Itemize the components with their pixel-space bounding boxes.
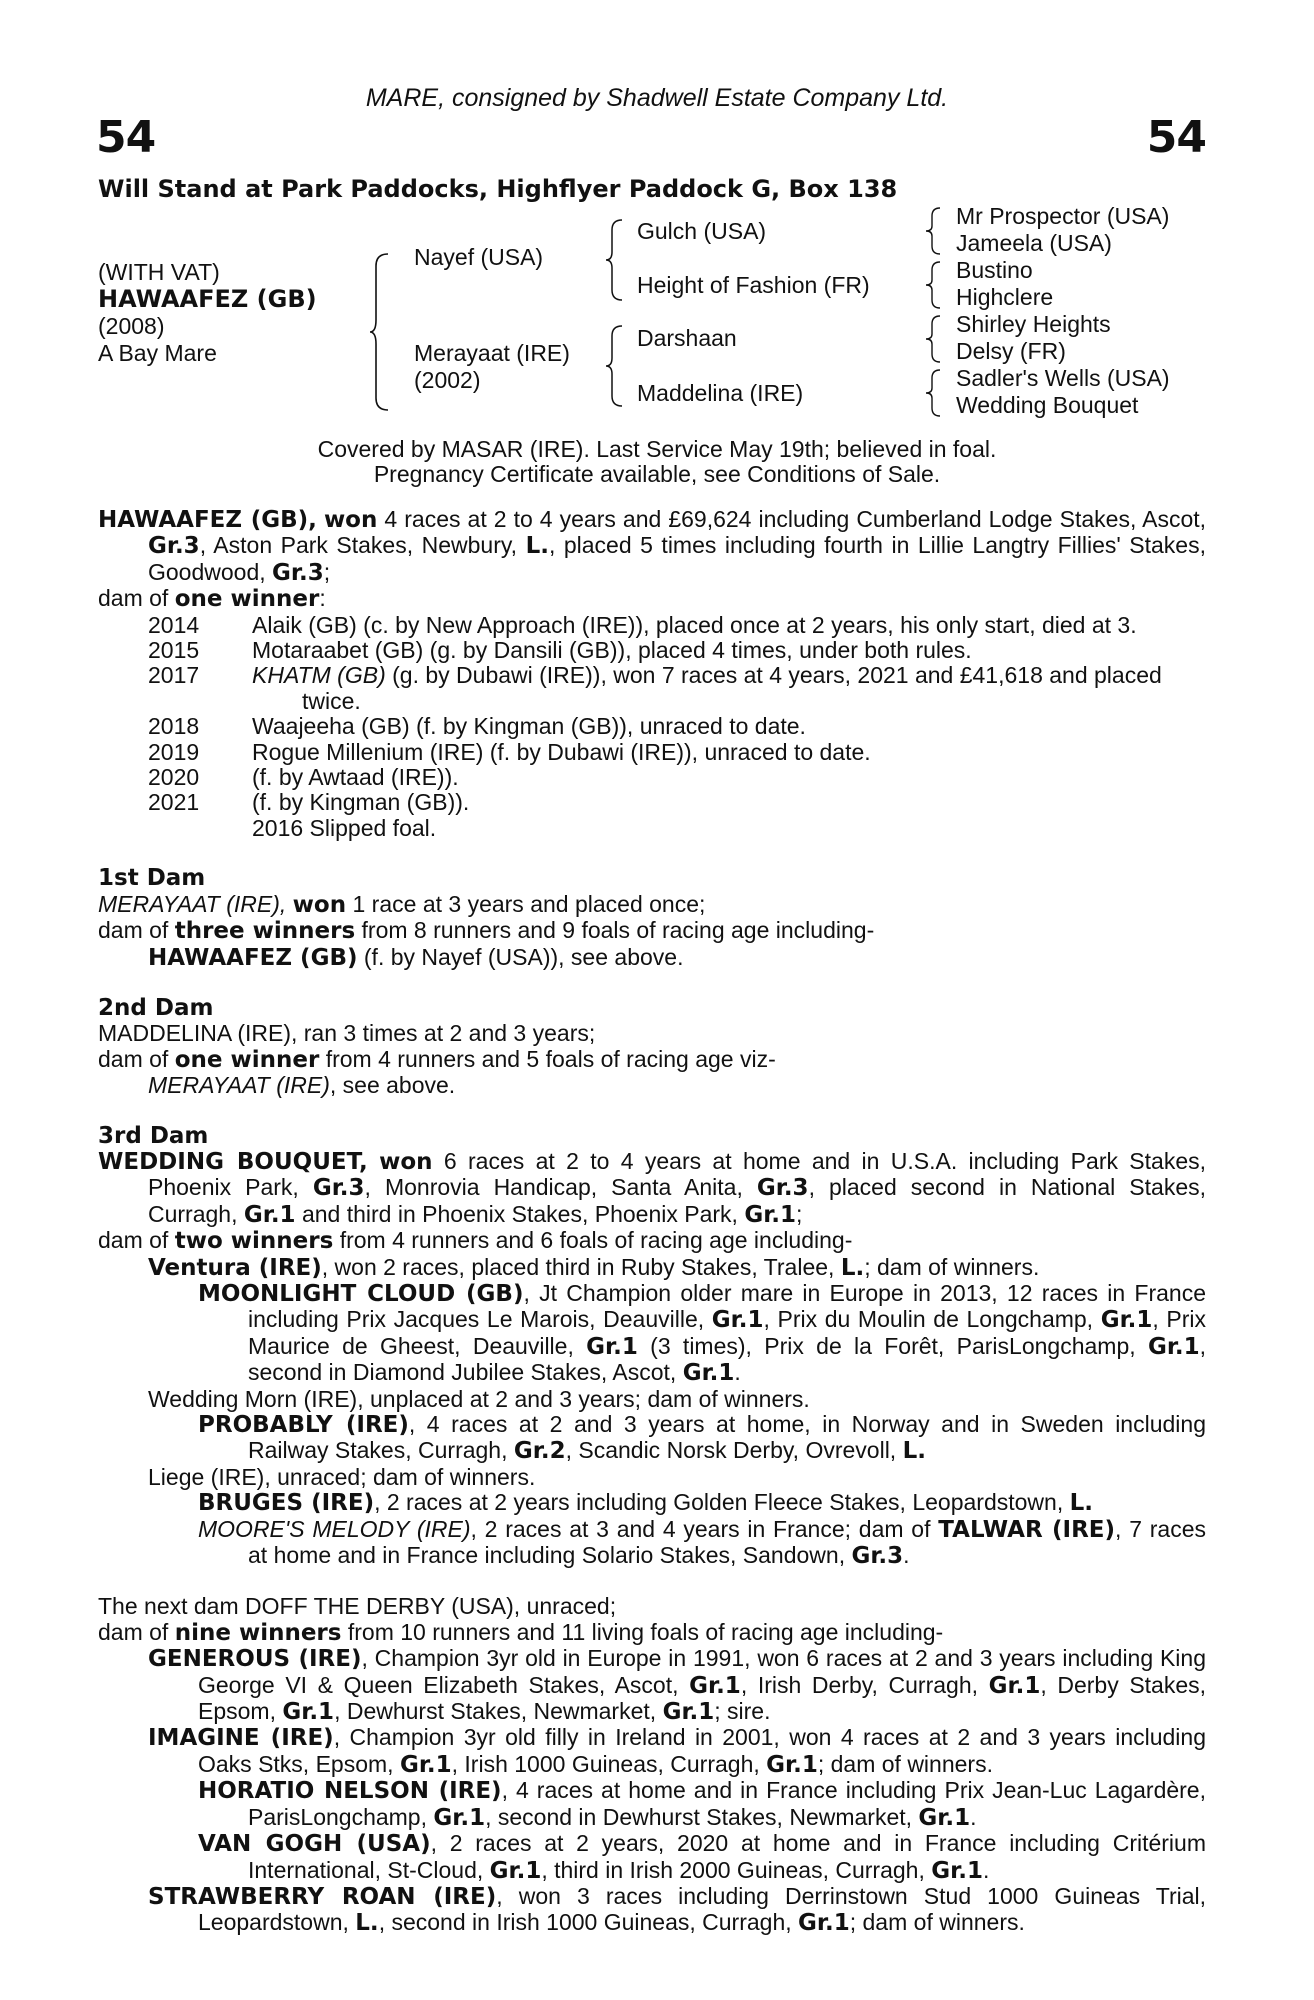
foal-text: , Champion 3yr old filly in Ireland in 2001, won 4 races at 2 and 3 years including Oaks Stks, Epsom, [198,1724,1206,1777]
dam-of-label: dam of [98,1227,169,1254]
grade: Gr.2 [513,1438,566,1465]
foal-name: MOORE'S MELODY (IRE) [198,1515,471,1542]
grade: Gr.1 [988,1672,1041,1699]
cover-line-2: Pregnancy Certificate available, see Conditions of Sale. [373,461,941,487]
horse-description: A Bay Mare [98,340,217,366]
lot-number-left: 54 [96,112,156,163]
foal-text: , 2 races at 2 years, 2020 at home and in France including Critérium International, St-Cloud, [248,1830,1206,1883]
progeny-row [98,714,1206,739]
first-dam-dam-of [98,918,1206,944]
pedigree-brace-dam [606,324,624,408]
record-text: and third in Phoenix Stakes, Phoenix Park, [301,1200,738,1227]
progeny-name: KHATM (GB) [252,662,386,689]
sire-sire: Gulch (USA) [637,218,767,244]
grade: L. [355,1910,379,1937]
pedigree-brace-g1 [926,206,942,256]
van-gogh-entry [98,1831,1206,1884]
first-dam-won: won [292,891,347,918]
foal-name: HAWAAFEZ (GB) [148,944,358,971]
pedigree-brace-g2 [926,260,942,310]
horse-name: HAWAAFEZ (GB) [98,285,317,313]
wedding-morn-entry: Wedding Morn (IRE), unplaced at 2 and 3 years; dam of winners. [148,1385,810,1412]
foal-text: , 4 races at home and in France including Prix Jean-Luc Lagardère, ParisLongchamp, [248,1777,1206,1830]
grade: Gr.3 [272,559,324,586]
grade: L. [902,1438,926,1465]
grade: Gr.1 [931,1857,983,1884]
winners-count: one winner [174,1046,320,1073]
progeny-year: 2015 [148,637,200,664]
pedigree-brace-sire [606,218,624,302]
ggp-6: Delsy (FR) [956,338,1066,364]
lot-number-right: 54 [1146,112,1206,163]
dam: Merayaat (IRE) [414,340,570,366]
foal-text: , Derby Stakes, Epsom, [198,1671,1207,1725]
winners-count: nine winners [174,1619,342,1646]
foal-text: ; dam of winners. [849,1909,1025,1936]
foal-text: , won 2 races, placed third in Ruby Stakes, Tralee, [321,1253,835,1280]
grade: Gr.3 [148,533,200,560]
foal-text: , second in Dewhurst Stakes, Newmarket, [485,1803,913,1830]
grade: Gr.1 [489,1857,542,1884]
location-line: Will Stand at Park Paddocks, Highflyer Paddock G, Box 138 [98,175,898,203]
grade: Gr.1 [744,1201,797,1228]
first-dam-text: 1 race at 3 years and placed once; [352,890,706,917]
horatio-nelson-entry [98,1778,1206,1831]
progeny-text: Motaraabet (GB) (g. by Dansili (GB)), placed 4 times, under both rules. [252,637,972,664]
progeny-year: 2020 [148,764,200,791]
first-dam-heading: 1st Dam [98,865,206,892]
record-text: 6 races at 2 to 4 years at home and in U.S.A. including Park Stakes, Phoenix Park, [148,1147,1207,1201]
progeny-row [98,790,1206,815]
foal-name: VAN GOGH (USA) [198,1831,431,1858]
progeny-year: 2014 [148,611,200,638]
record-text: , placed 5 times including fourth in Lillie Langtry Fillies' Stakes, Goodwood, [148,532,1206,585]
liege-entry: Liege (IRE), unraced; dam of winners. [148,1463,536,1490]
foal-text: , 4 races at 2 and 3 years at home, in Norway and in Sweden including Railway Stakes, Curragh, [248,1411,1206,1464]
grade: Gr.1 [766,1751,818,1778]
second-dam-record: MADDELINA (IRE), ran 3 times at 2 and 3 years; [98,1020,596,1047]
third-dam-won: won [379,1148,433,1175]
dam-sire: Darshaan [637,325,737,351]
record-text: 4 races at 2 to 4 years and £69,624 including Cumberland Lodge Stakes, Ascot, [384,506,1207,532]
grade: L. [1069,1490,1094,1517]
horse-year: (2008) [98,313,165,339]
bruges-entry [98,1490,1206,1516]
grade: Gr.1 [711,1307,764,1334]
record-won: won [323,507,378,533]
grade: Gr.1 [1100,1307,1153,1334]
foal-text: , Irish 1000 Guineas, Curragh, [451,1750,760,1777]
foal-name: PROBABLY (IRE) [198,1412,409,1438]
foal-name: MERAYAAT (IRE) [148,1072,330,1099]
grade: Gr.1 [399,1751,452,1778]
progeny-row [98,663,1206,714]
foal-text: ; dam of winners. [864,1253,1040,1280]
winners-count: three winners [174,918,356,945]
foal-text: , 2 races at 3 and 4 years in France; dam of [470,1515,931,1542]
third-dam-dam-of [98,1228,1206,1254]
progeny-text: Alaik (GB) (c. by New Approach (IRE)), placed once at 2 years, his only start, died at 3. [252,611,1137,638]
grade: Gr.1 [682,1360,735,1387]
record-text: ; [323,558,331,585]
foal-text: , see above. [329,1072,456,1099]
record-name: HAWAAFEZ (GB), [98,507,317,533]
next-dam-dam-of [98,1620,1206,1646]
progeny-row [98,765,1206,790]
next-dam-record: The next dam DOFF THE DERBY (USA), unraced; [98,1593,617,1620]
grade: Gr.3 [312,1175,365,1202]
progeny-text: Rogue Millenium (IRE) (f. by Dubawi (IRE)), unraced to date. [252,738,871,765]
dam-of-text: from 4 runners and 5 foals of racing age viz- [325,1045,776,1072]
foal-text: , Irish Derby, Curragh, [740,1671,979,1698]
record-text: , placed second in National Stakes, Curragh, [148,1174,1207,1227]
record-text: ; [796,1200,803,1227]
ventura-entry [98,1255,1206,1281]
grade: Gr.1 [282,1699,335,1726]
dam-year: (2002) [414,367,481,393]
foal-text: , Dewhurst Stakes, Newmarket, [334,1698,657,1725]
grade: Gr.1 [662,1699,715,1726]
record-text: , Monrovia Handicap, Santa Anita, [364,1174,743,1201]
foal-text: . [734,1359,741,1386]
grade: Gr.1 [798,1910,850,1937]
foal-text: , second in Diamond Jubilee Stakes, Ascot, [248,1332,1207,1386]
moonlight-cloud-entry [98,1281,1206,1387]
ggp-5: Shirley Heights [956,311,1111,337]
second-dam-dam-of [98,1047,1206,1073]
grade: Gr.1 [243,1201,296,1228]
foal-name: IMAGINE (IRE) [148,1725,334,1752]
foal-name: GENEROUS (IRE) [148,1646,362,1673]
progeny-row [98,740,1206,765]
ggp-8: Wedding Bouquet [956,392,1139,418]
foal-text: . [903,1542,910,1569]
dam-of-colon: : [319,585,326,612]
progeny-year: 2021 [148,789,200,816]
foal-text: ; sire. [714,1698,771,1725]
second-dam-foal [98,1073,1206,1098]
pedigree-brace-main [370,252,392,412]
foal-text: (f. by Nayef (USA)), see above. [363,943,684,970]
grade: Gr.1 [918,1804,971,1831]
grade: Gr.3 [756,1175,809,1202]
first-dam-name: MERAYAAT (IRE), [98,890,287,917]
pedigree-brace-g3 [926,314,942,364]
foal-text: , won 3 races including Derrinstown Stud 1000 Guineas Trial, Leopardstown, [198,1882,1207,1936]
foal-text: , Jt Champion older mare in Europe in 2013, 12 races in France including Prix Jacques Le Marois, Deauville, [248,1279,1206,1333]
dam-of-label: dam of [98,585,169,612]
moores-melody-entry [98,1517,1206,1570]
foal-name: MOONLIGHT CLOUD (GB) [198,1280,524,1307]
progeny-text: Waajeeha (GB) (f. by Kingman (GB)), unraced to date. [252,713,806,740]
pedigree-brace-g4 [926,368,942,418]
foal-text: . [982,1856,990,1883]
foal-text: , Prix Maurice de Gheest, Deauville, [248,1306,1207,1359]
horse-info [98,259,317,367]
third-dam-record [98,1149,1206,1228]
progeny-year: 2017 [148,662,200,689]
grade: Gr.1 [586,1333,638,1360]
foal-text: , 2 races at 2 years including Golden Fleece Stakes, Leopardstown, [374,1489,1064,1516]
foal-text: , Champion 3yr old in Europe in 1991, won 6 races at 2 and 3 years including King George VI & Queen Elizabeth Stakes, Ascot, [198,1645,1206,1698]
foal-text: . [970,1803,977,1830]
cover-line-1: Covered by MASAR (IRE). Last Service May 19th; believed in foal. [317,436,997,462]
progeny-year: 2019 [148,738,200,765]
consignor-line: MARE, consigned by Shadwell Estate Company Ltd. [365,84,949,112]
second-dam-heading: 2nd Dam [98,994,214,1021]
dam-of-label: dam of [98,1618,169,1645]
dam-of-text: from 10 runners and 11 living foals of racing age including- [347,1618,944,1645]
foal-name: HORATIO NELSON (IRE) [198,1778,502,1805]
grade: Gr.1 [689,1672,741,1699]
foal-text: , second in Irish 1000 Guineas, Curragh, [378,1909,792,1936]
grade: Gr.1 [433,1804,486,1831]
progeny-year: 2018 [148,713,200,740]
probably-entry [98,1412,1206,1465]
dam-of-label: dam of [98,917,169,944]
record-dam-of [98,586,1206,612]
first-dam-record [98,892,1206,918]
catalogue-body [98,507,1206,1937]
foal-text: (3 times), Prix de la Forêt, ParisLongchamp, [650,1332,1136,1359]
ggp-4: Highclere [956,284,1054,310]
grade: Gr.3 [851,1543,904,1570]
progeny-text: (f. by Kingman (GB)). [252,789,470,816]
progeny-row [98,613,1206,638]
record-paragraph [98,507,1206,586]
grade: L. [525,533,549,560]
ggp-2: Jameela (USA) [956,230,1112,256]
imagine-entry [98,1725,1206,1778]
ggp-7: Sadler's Wells (USA) [956,365,1170,391]
sire-dam: Height of Fashion (FR) [637,272,870,298]
dam-of-label: dam of [98,1045,169,1072]
ggp-1: Mr Prospector (USA) [956,203,1170,229]
third-dam-name: WEDDING BOUQUET, [98,1148,368,1175]
first-dam-foal [98,945,1206,971]
third-dam-heading: 3rd Dam [98,1122,209,1149]
foal-name: STRAWBERRY ROAN (IRE) [148,1883,497,1910]
foal-text: , 7 races at home and in France including Solario Stakes, Sandown, [248,1515,1206,1569]
grade: Gr.1 [1147,1333,1200,1360]
progeny-text: (f. by Awtaad (IRE)). [252,764,459,791]
progeny-row [98,638,1206,663]
grade: L. [840,1254,865,1281]
foal-name: TALWAR (IRE) [938,1516,1116,1543]
strawberry-roan-entry [98,1884,1206,1937]
foal-name: BRUGES (IRE) [198,1490,375,1517]
foal-text: , Prix du Moulin de Longchamp, [763,1306,1094,1333]
winners-count: one winner [174,586,320,613]
winners-count: two winners [174,1228,334,1255]
slipped-foal: 2016 Slipped foal. [252,814,437,841]
dam-of-text: from 4 runners and 6 foals of racing age including- [339,1227,853,1254]
dam-dam: Maddelina (IRE) [637,380,804,406]
progeny-text [252,663,1206,714]
vat-label: (WITH VAT) [98,259,220,285]
record-text: , Aston Park Stakes, Newbury, [199,532,518,559]
foal-text: , Scandic Norsk Derby, Ovrevoll, [565,1437,897,1464]
sire: Nayef (USA) [414,244,544,270]
progeny-text-detail: (g. by Dubawi (IRE)), won 7 races at 4 years, 2021 and £41,618 and placed twice. [302,662,1162,714]
dam-of-text: from 8 runners and 9 foals of racing age including- [361,917,875,944]
foal-text: , third in Irish 2000 Guineas, Curragh, [541,1856,925,1883]
generous-entry [98,1646,1206,1725]
ggp-3: Bustino [956,257,1033,283]
foal-name: Ventura (IRE) [148,1254,322,1281]
foal-text: ; dam of winners. [817,1750,993,1777]
